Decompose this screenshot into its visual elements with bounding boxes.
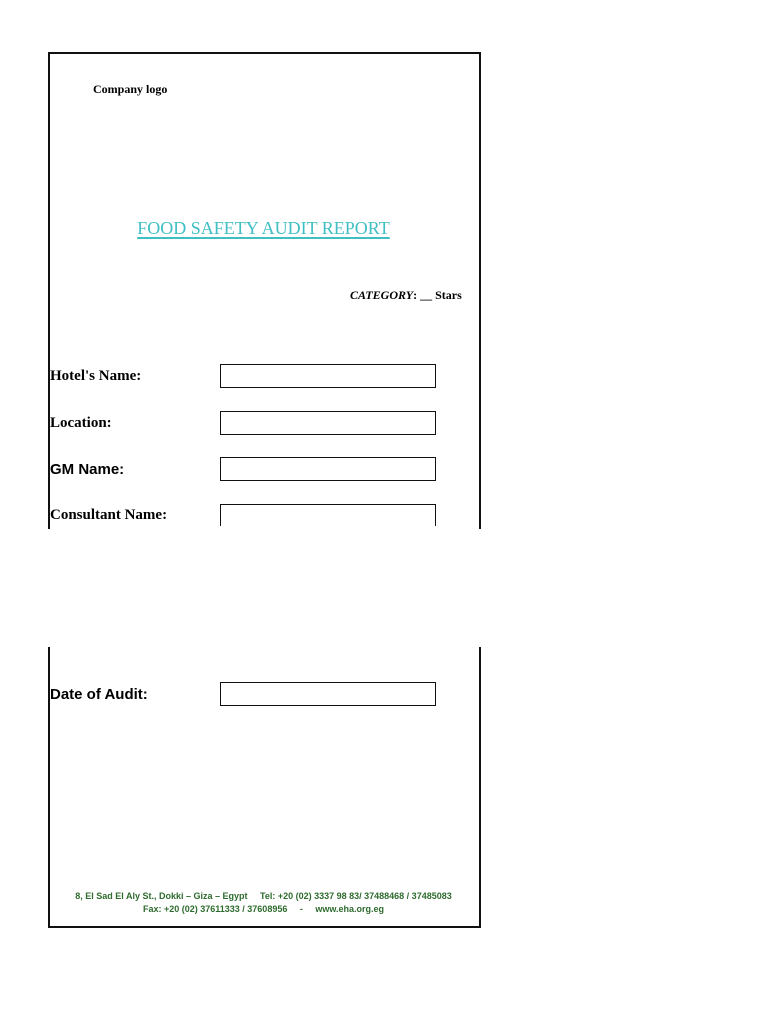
report-title: FOOD SAFETY AUDIT REPORT [137,218,390,238]
category-value: : __ Stars [413,288,462,302]
gm-name-label: GM Name: [50,461,125,478]
company-logo-placeholder: Company logo [93,82,168,96]
hotel-name-field[interactable] [220,364,436,388]
footer-contact: Fax: +20 (02) 37611333 / 37608956 - www.eha.org.eg [142,904,385,914]
footer-address: 8, El Sad El Aly St., Dokki – Giza – Egypt Tel: +20 (02) 3337 98 83/ 37488468 / 37485083 [75,891,452,901]
date-of-audit-field[interactable] [220,682,436,706]
consultant-name-label: Consultant Name: [50,507,168,523]
location-field[interactable] [220,411,436,435]
hotel-name-label: Hotel's Name: [50,368,142,384]
location-label: Location: [50,415,112,431]
category-label: CATEGORY [350,288,414,302]
date-of-audit-label: Date of Audit: [50,686,148,703]
consultant-name-field[interactable] [220,504,436,526]
category-line [350,288,462,303]
gm-name-field[interactable] [220,457,436,481]
